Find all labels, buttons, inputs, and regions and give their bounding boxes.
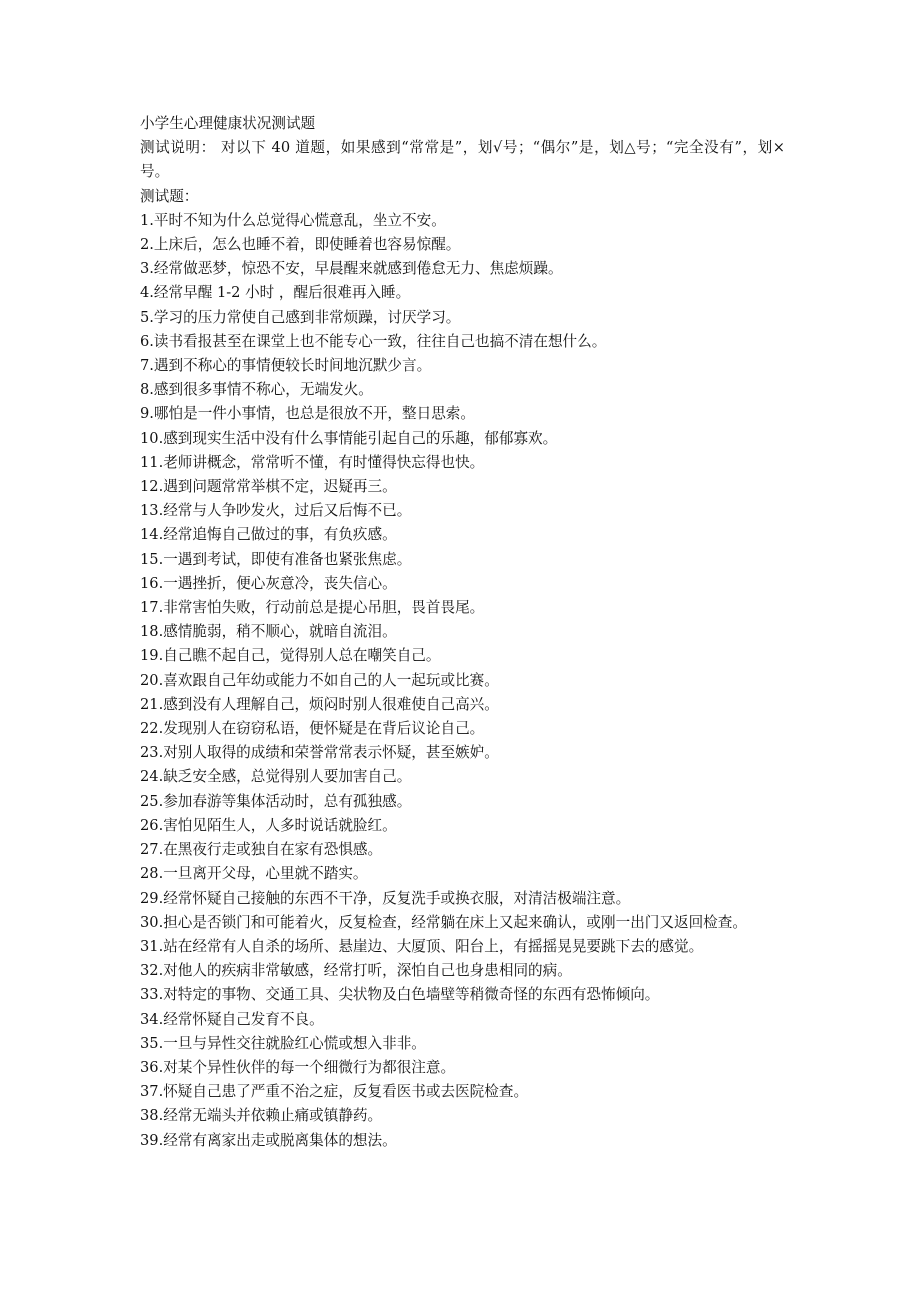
question-item: 21.感到没有人理解自己，烦闷时别人很难使自己高兴。 (140, 695, 499, 713)
question-item: 36.对某个异性伙伴的每一个细微行为都很注意。 (140, 1058, 456, 1076)
question-item: 19.自己瞧不起自己，觉得别人总在嘲笑自己。 (140, 647, 441, 665)
question-item: 14.经常追悔自己做过的事，有负疚感。 (140, 526, 397, 544)
question-item: 11.老师讲概念，常常听不懂，有时懂得快忘得也快。 (140, 453, 485, 471)
question-list (140, 209, 785, 1153)
question-item: 12.遇到问题常常举棋不定，迟疑再三。 (140, 478, 397, 496)
question-item: 2.上床后，怎么也睡不着，即使睡着也容易惊醒。 (140, 236, 461, 254)
document-title: 小学生心理健康状况测试题 (140, 115, 316, 132)
document-page (140, 112, 785, 1153)
question-item: 22.发现别人在窃窃私语，便怀疑是在背后议论自己。 (140, 720, 485, 738)
question-item: 25.参加春游等集体活动时，总有孤独感。 (140, 792, 412, 810)
question-item: 10.感到现实生活中没有什么事情能引起自己的乐趣，郁郁寡欢。 (140, 429, 558, 447)
question-item: 24.缺乏安全感，总觉得别人要加害自己。 (140, 768, 412, 786)
question-item: 33.对特定的事物、交通工具、尖状物及白色墙壁等稍微奇怪的东西有恐怖倾向。 (140, 986, 660, 1004)
question-item: 4.经常早醒 1-2 小时 ，醒后很难再入睡。 (140, 284, 411, 302)
section-label: 测试题： (140, 187, 199, 205)
question-item: 29.经常怀疑自己接触的东西不干净，反复洗手或换衣服，对清洁极端注意。 (140, 889, 631, 907)
question-item: 15.一遇到考试，即使有准备也紧张焦虑。 (140, 550, 412, 568)
question-item: 28.一旦离开父母，心里就不踏实。 (140, 865, 368, 883)
question-item: 31.站在经常有人自杀的场所、悬崖边、大厦顶、阳台上，有摇摇晃晃要跳下去的感觉。 (140, 937, 704, 955)
question-item: 17.非常害怕失败，行动前总是提心吊胆，畏首畏尾。 (140, 599, 485, 617)
question-item: 13.经常与人争吵发火，过后又后悔不已。 (140, 502, 412, 520)
question-item: 6.读书看报甚至在课堂上也不能专心一致，往往自己也搞不清在想什么。 (140, 332, 607, 350)
question-item: 27.在黑夜行走或独自在家有恐惧感。 (140, 841, 383, 859)
question-item: 32.对他人的疾病非常敏感，经常打听，深怕自己也身患相同的病。 (140, 962, 572, 980)
question-item: 34.经常怀疑自己发育不良。 (140, 1010, 324, 1028)
question-item: 8.感到很多事情不称心，无端发火。 (140, 381, 373, 399)
question-item: 30.担心是否锁门和可能着火，反复检查，经常躺在床上又起来确认，或刚一出门又返回检查。 (140, 913, 747, 931)
question-item: 7.遇到不称心的事情便较长时间地沉默少言。 (140, 357, 432, 375)
question-item: 1.平时不知为什么总觉得心慌意乱，坐立不安。 (140, 211, 446, 229)
test-instructions: 测试说明： 对以下 40 道题，如果感到“常常是”，划√号；“偶尔”是，划△号；“完全没有”，划×号。 (140, 139, 785, 181)
question-item: 5.学习的压力常使自己感到非常烦躁，讨厌学习。 (140, 308, 461, 326)
question-item: 23.对别人取得的成绩和荣誉常常表示怀疑，甚至嫉妒。 (140, 744, 499, 762)
question-item: 18.感情脆弱，稍不顺心，就暗自流泪。 (140, 623, 397, 641)
question-item: 20.喜欢跟自己年幼或能力不如自己的人一起玩或比赛。 (140, 671, 499, 689)
question-item: 37.怀疑自己患了严重不治之症，反复看医书或去医院检查。 (140, 1083, 529, 1101)
question-item: 39.经常有离家出走或脱离集体的想法。 (140, 1131, 397, 1149)
question-item: 16.一遇挫折，便心灰意冷，丧失信心。 (140, 574, 397, 592)
question-item: 3.经常做恶梦，惊恐不安，早晨醒来就感到倦怠无力、焦虑烦躁。 (140, 260, 563, 278)
question-item: 26.害怕见陌生人，人多时说话就脸红。 (140, 816, 397, 834)
question-item: 35.一旦与异性交往就脸红心慌或想入非非。 (140, 1034, 426, 1052)
question-item: 9.哪怕是一件小事情，也总是很放不开，整日思索。 (140, 405, 475, 423)
question-item: 38.经常无端头并依赖止痛或镇静药。 (140, 1107, 383, 1125)
